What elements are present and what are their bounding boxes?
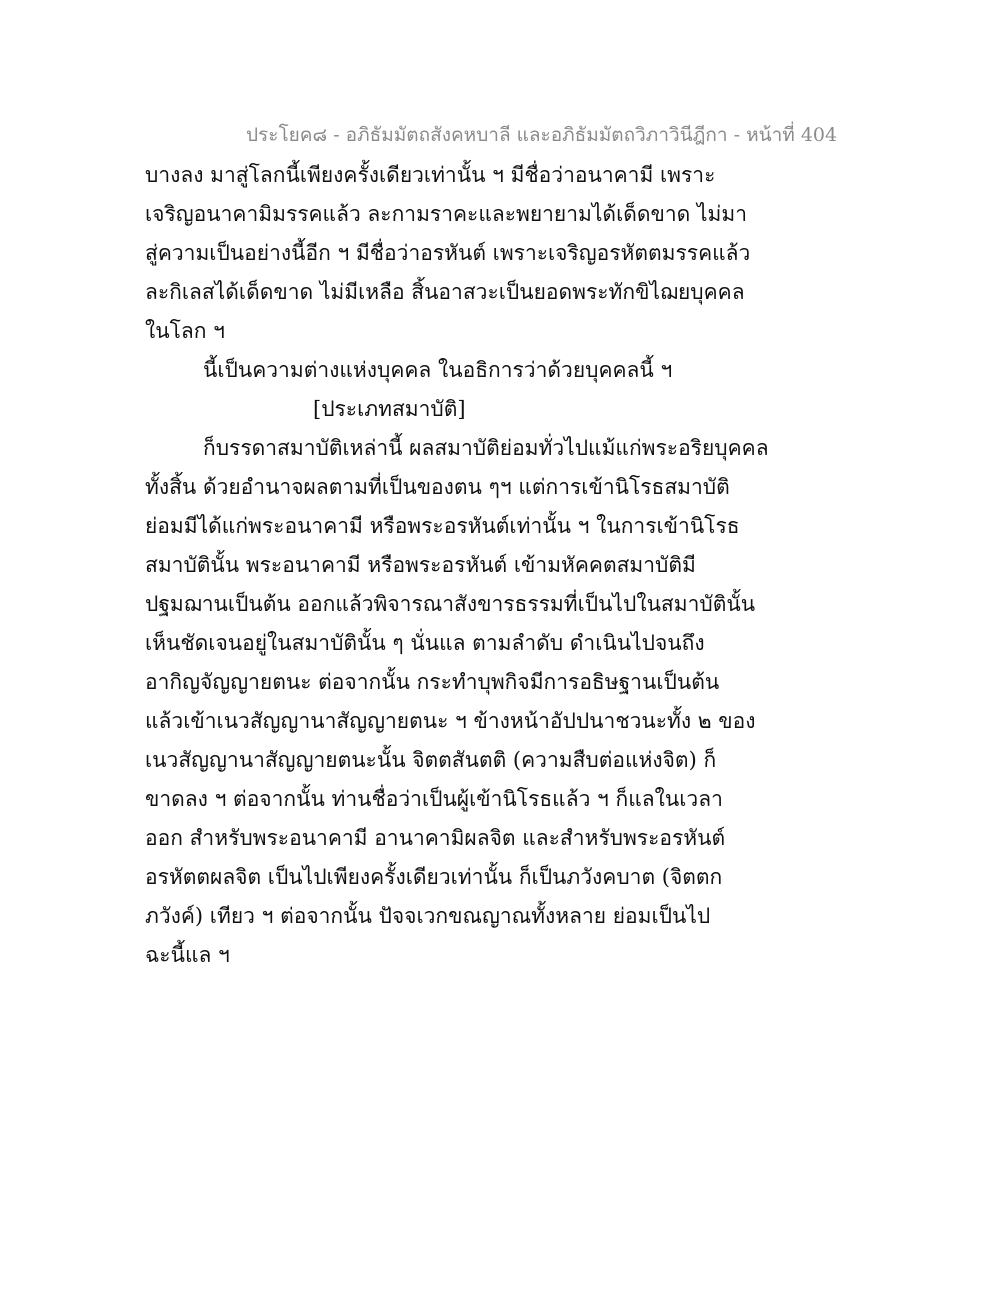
text-line: ภวังค์) เทียว ฯ ต่อจากนั้น ปัจจเวกขณญาณทั้งหลาย ย่อมเป็นไป (145, 904, 711, 928)
text-line: ออก สำหรับพระอนาคามี อานาคามิผลจิต และสำหรับพระอรหันต์ (145, 826, 726, 850)
text-line: เห็นชัดเจนอยู่ในสมาบัตินั้น ๆ นั่นแล ตามลำดับ ดำเนินไปจนถึง (145, 631, 705, 655)
text-line: ปฐมฌานเป็นต้น ออกแล้วพิจารณาสังขารธรรมที่เป็นไปในสมาบัตินั้น (145, 592, 756, 616)
text-line: ขาดลง ฯ ต่อจากนั้น ท่านชื่อว่าเป็นผู้เข้านิโรธแล้ว ฯ ก็แลในเวลา (145, 787, 723, 811)
text-line: สมาบัตินั้น พระอนาคามี หรือพระอรหันต์ เข้ามหัคคตสมาบัติมี (145, 553, 696, 577)
text-line: ทั้งสิ้น ด้วยอำนาจผลตามที่เป็นของตน ๆฯ แต่การเข้านิโรธสมาบัติ (145, 475, 730, 499)
running-header: ประโยค๘ - อภิธัมมัตถสังคหบาลี และอภิธัมมัตถวิภาวินีฎีกา - หน้าที่ 404 (246, 124, 838, 146)
text-line: ย่อมมีได้แก่พระอนาคามี หรือพระอรหันต์เท่านั้น ฯ ในการเข้านิโรธ (145, 514, 740, 538)
text-line: นี้เป็นความต่างแห่งบุคคล ในอธิการว่าด้วยบุคคลนี้ ฯ (203, 358, 673, 382)
text-line: ก็บรรดาสมาบัติเหล่านี้ ผลสมาบัติย่อมทั่วไปแม้แก่พระอริยบุคคล (203, 436, 769, 460)
text-line: ละกิเลสได้เด็ดขาด ไม่มีเหลือ สิ้นอาสวะเป็นยอดพระทักขิไฌยบุคคล (145, 280, 745, 304)
text-line: ในโลก ฯ (145, 319, 225, 343)
text-line: ฉะนี้แล ฯ (145, 943, 230, 967)
text-line: บางลง มาสู่โลกนี้เพียงครั้งเดียวเท่านั้น ฯ มีชื่อว่าอนาคามี เพราะ (145, 163, 716, 187)
text-line: สู่ความเป็นอย่างนี้อีก ฯ มีชื่อว่าอรหันต์ เพราะเจริญอรหัตตมรรคแล้ว (145, 241, 751, 265)
text-line: เนวสัญญานาสัญญายตนะนั้น จิตตสันตติ (ความสืบต่อแห่งจิต) ก็ (145, 748, 717, 772)
body-text (145, 156, 769, 975)
text-line: เจริญอนาคามิมรรคแล้ว ละกามราคะและพยายามได้เด็ดขาด ไม่มา (145, 202, 748, 226)
text-line: อรหัตตผลจิต เป็นไปเพียงครั้งเดียวเท่านั้น ก็เป็นภวังคบาต (จิตตก (145, 865, 723, 889)
text-line: อากิญจัญญายตนะ ต่อจากนั้น กระทำบุพกิจมีการอธิษฐานเป็นต้น (145, 670, 720, 694)
text-line: แล้วเข้าเนวสัญญานาสัญญายตนะ ฯ ข้างหน้าอัปปนาชวนะทั้ง ๒ ของ (145, 709, 756, 733)
section-heading: [ประเภทสมาบัติ] (313, 397, 466, 421)
